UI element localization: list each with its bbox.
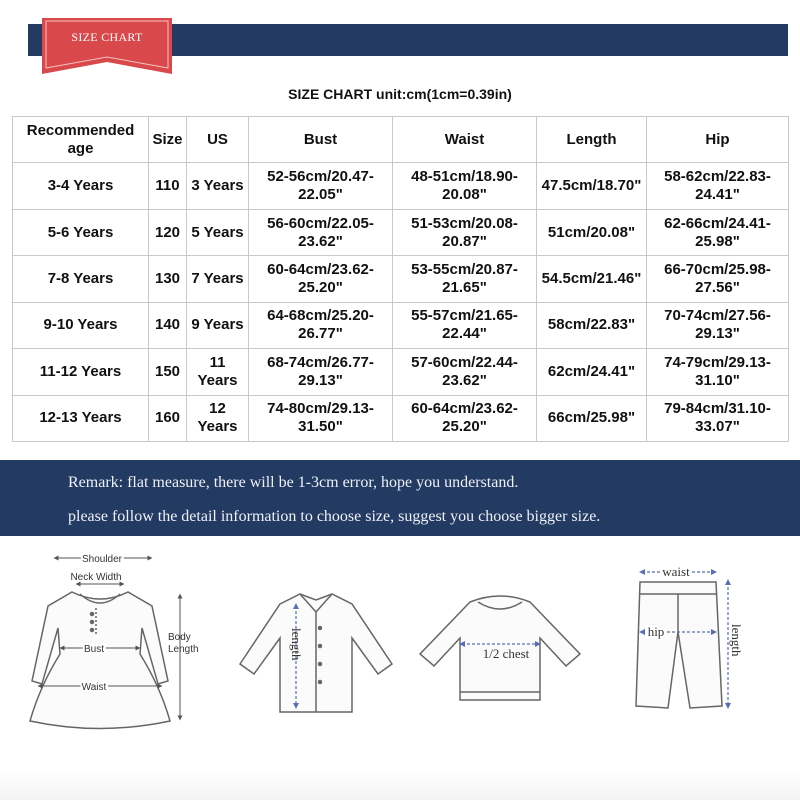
dress-body-label: Body <box>168 632 191 643</box>
table-cell: 58cm/22.83" <box>537 302 647 348</box>
table-cell: 74-80cm/29.13-31.50" <box>249 395 393 441</box>
table-cell: 11 Years <box>187 349 249 395</box>
shirt-length-label: length <box>289 628 304 661</box>
table-cell: 52-56cm/20.47-22.05" <box>249 163 393 209</box>
table-cell: 11-12 Years <box>13 349 149 395</box>
table-cell: 54.5cm/21.46" <box>537 256 647 302</box>
column-header: Hip <box>647 117 789 163</box>
table-cell: 3-4 Years <box>13 163 149 209</box>
table-row <box>13 349 789 395</box>
table-row <box>13 256 789 302</box>
column-header: Size <box>149 117 187 163</box>
ribbon-label: SIZE CHART <box>71 30 143 44</box>
page-title: SIZE CHART unit:cm(1cm=0.39in) <box>288 86 512 102</box>
table-cell: 55-57cm/21.65-22.44" <box>393 302 537 348</box>
sweater-chest-label: 1/2 chest <box>482 646 530 661</box>
table-cell: 57-60cm/22.44-23.62" <box>393 349 537 395</box>
table-cell: 47.5cm/18.70" <box>537 163 647 209</box>
table-cell: 62cm/24.41" <box>537 349 647 395</box>
column-header: Length <box>537 117 647 163</box>
table-row <box>13 163 789 209</box>
dress-diagram <box>30 558 180 729</box>
table-cell: 5 Years <box>187 209 249 255</box>
pants-length-label: length <box>729 624 744 657</box>
table-cell: 68-74cm/26.77-29.13" <box>249 349 393 395</box>
table-cell: 48-51cm/18.90-20.08" <box>393 163 537 209</box>
table-cell: 160 <box>149 395 187 441</box>
table-cell: 9-10 Years <box>13 302 149 348</box>
remark-line-2: please follow the detail information to choose size, suggest you choose bigger size. <box>68 508 601 525</box>
measurement-diagrams <box>0 536 800 800</box>
table-cell: 58-62cm/22.83-24.41" <box>647 163 789 209</box>
bottom-fade <box>0 770 800 800</box>
table-cell: 130 <box>149 256 187 302</box>
table-cell: 66cm/25.98" <box>537 395 647 441</box>
table-cell: 53-55cm/20.87-21.65" <box>393 256 537 302</box>
table-cell: 12 Years <box>187 395 249 441</box>
size-table <box>12 116 789 442</box>
shirt-diagram <box>240 594 392 712</box>
table-cell: 120 <box>149 209 187 255</box>
table-cell: 66-70cm/25.98-27.56" <box>647 256 789 302</box>
table-cell: 7 Years <box>187 256 249 302</box>
dress-neck-label: Neck Width <box>70 572 122 583</box>
table-cell: 51cm/20.08" <box>537 209 647 255</box>
table-cell: 70-74cm/27.56-29.13" <box>647 302 789 348</box>
column-header: Recommended age <box>13 117 149 163</box>
table-cell: 140 <box>149 302 187 348</box>
table-row <box>13 209 789 255</box>
dress-length-label: Length <box>168 644 199 655</box>
dress-waist-label: Waist <box>81 682 107 693</box>
table-cell: 12-13 Years <box>13 395 149 441</box>
dress-bust-label: Bust <box>83 644 105 655</box>
table-cell: 56-60cm/22.05-23.62" <box>249 209 393 255</box>
table-cell: 62-66cm/24.41-25.98" <box>647 209 789 255</box>
table-cell: 3 Years <box>187 163 249 209</box>
table-cell: 150 <box>149 349 187 395</box>
column-header: US <box>187 117 249 163</box>
table-cell: 64-68cm/25.20-26.77" <box>249 302 393 348</box>
column-header: Waist <box>393 117 537 163</box>
table-cell: 7-8 Years <box>13 256 149 302</box>
table-header-row <box>13 117 789 163</box>
table-row <box>13 395 789 441</box>
pants-hip-label: hip <box>647 624 665 639</box>
remark-line-1: Remark: flat measure, there will be 1-3cm error, hope you understand. <box>68 474 519 491</box>
table-cell: 60-64cm/23.62-25.20" <box>393 395 537 441</box>
pants-diagram <box>636 572 728 708</box>
table-cell: 79-84cm/31.10-33.07" <box>647 395 789 441</box>
table-cell: 60-64cm/23.62-25.20" <box>249 256 393 302</box>
table-cell: 9 Years <box>187 302 249 348</box>
table-cell: 110 <box>149 163 187 209</box>
table-cell: 51-53cm/20.08-20.87" <box>393 209 537 255</box>
table-row <box>13 302 789 348</box>
dress-shoulder-label: Shoulder <box>81 554 123 565</box>
size-chart-ribbon <box>42 18 172 74</box>
column-header: Bust <box>249 117 393 163</box>
table-cell: 5-6 Years <box>13 209 149 255</box>
table-cell: 74-79cm/29.13-31.10" <box>647 349 789 395</box>
pants-waist-label: waist <box>662 564 690 579</box>
